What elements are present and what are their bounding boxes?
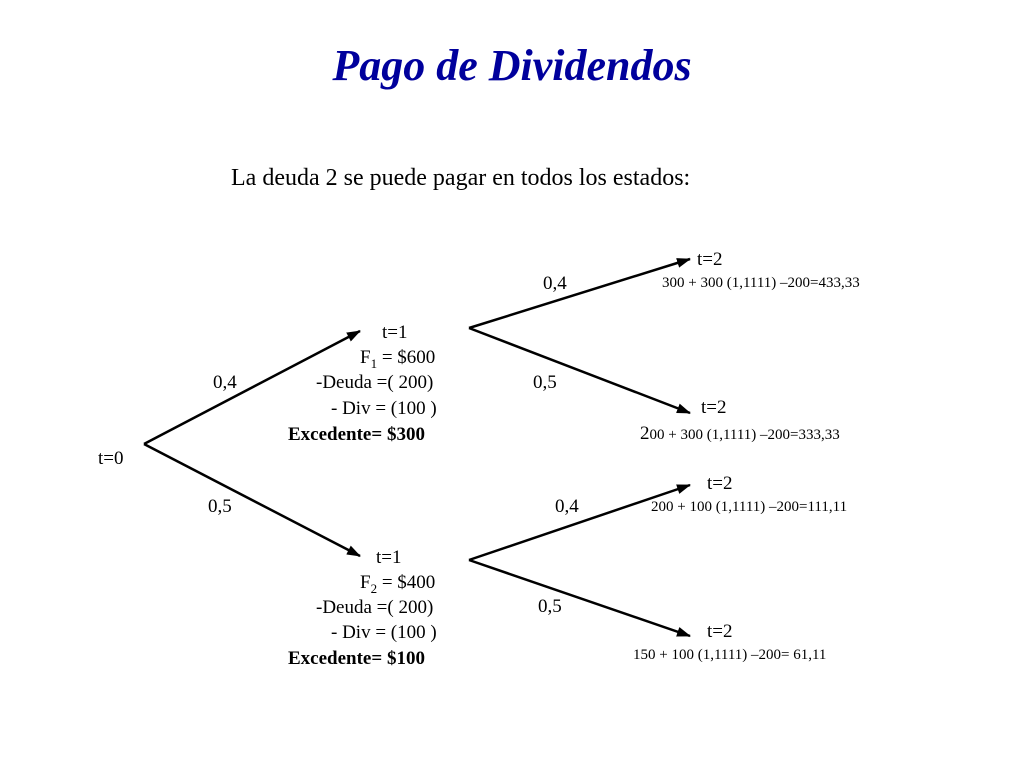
node-upper-surplus: Excedente= $300 — [288, 424, 425, 445]
node-lower-down-calc: 150 + 100 (1,1111) –200= 61,11 — [633, 647, 827, 663]
branch-upper-down — [469, 328, 690, 413]
subtitle: La deuda 2 se puede pagar en todos los estados: — [231, 165, 691, 191]
node-upper-down-calc: 200 + 300 (1,1111) –200=333,33 — [640, 423, 840, 444]
prob-lower-down: 0,5 — [538, 596, 562, 617]
node-t0-label: t=0 — [98, 448, 124, 469]
node-lower-up-calc: 200 + 100 (1,1111) –200=111,11 — [651, 499, 848, 515]
node-upper-div: - Div = (100 ) — [331, 398, 437, 419]
page-title: Pago de Dividendos — [332, 41, 692, 90]
node-lower-down-time: t=2 — [707, 621, 733, 642]
node-lower-up-time: t=2 — [707, 473, 733, 494]
node-upper-up-time: t=2 — [697, 249, 723, 270]
prob-lower-up: 0,4 — [555, 496, 579, 517]
node-lower-div: - Div = (100 ) — [331, 622, 437, 643]
node-upper-flow: $F_1$ = $600 — [360, 347, 436, 371]
prob-upper-down: 0,5 — [533, 372, 557, 393]
prob-root-upper: 0,4 — [213, 372, 237, 393]
node-upper-up-calc: 300 + 300 (1,1111) –200=433,33 — [662, 275, 860, 291]
node-lower-flow: $F_2$ = $400 — [360, 572, 436, 596]
branch-lower-down — [469, 560, 690, 636]
branch-root-lower — [144, 444, 360, 556]
node-lower-surplus: Excedente= $100 — [288, 648, 425, 669]
branch-upper-up — [469, 259, 690, 328]
node-upper-down-time: t=2 — [701, 397, 727, 418]
prob-upper-up: 0,4 — [543, 273, 567, 294]
node-lower-time: t=1 — [376, 547, 402, 568]
node-upper-debt: -Deuda =( 200) — [316, 372, 434, 393]
prob-root-lower: 0,5 — [208, 496, 232, 517]
node-lower-debt: -Deuda =( 200) — [316, 597, 434, 618]
branch-lower-up — [469, 485, 690, 560]
node-upper-time: t=1 — [382, 322, 408, 343]
